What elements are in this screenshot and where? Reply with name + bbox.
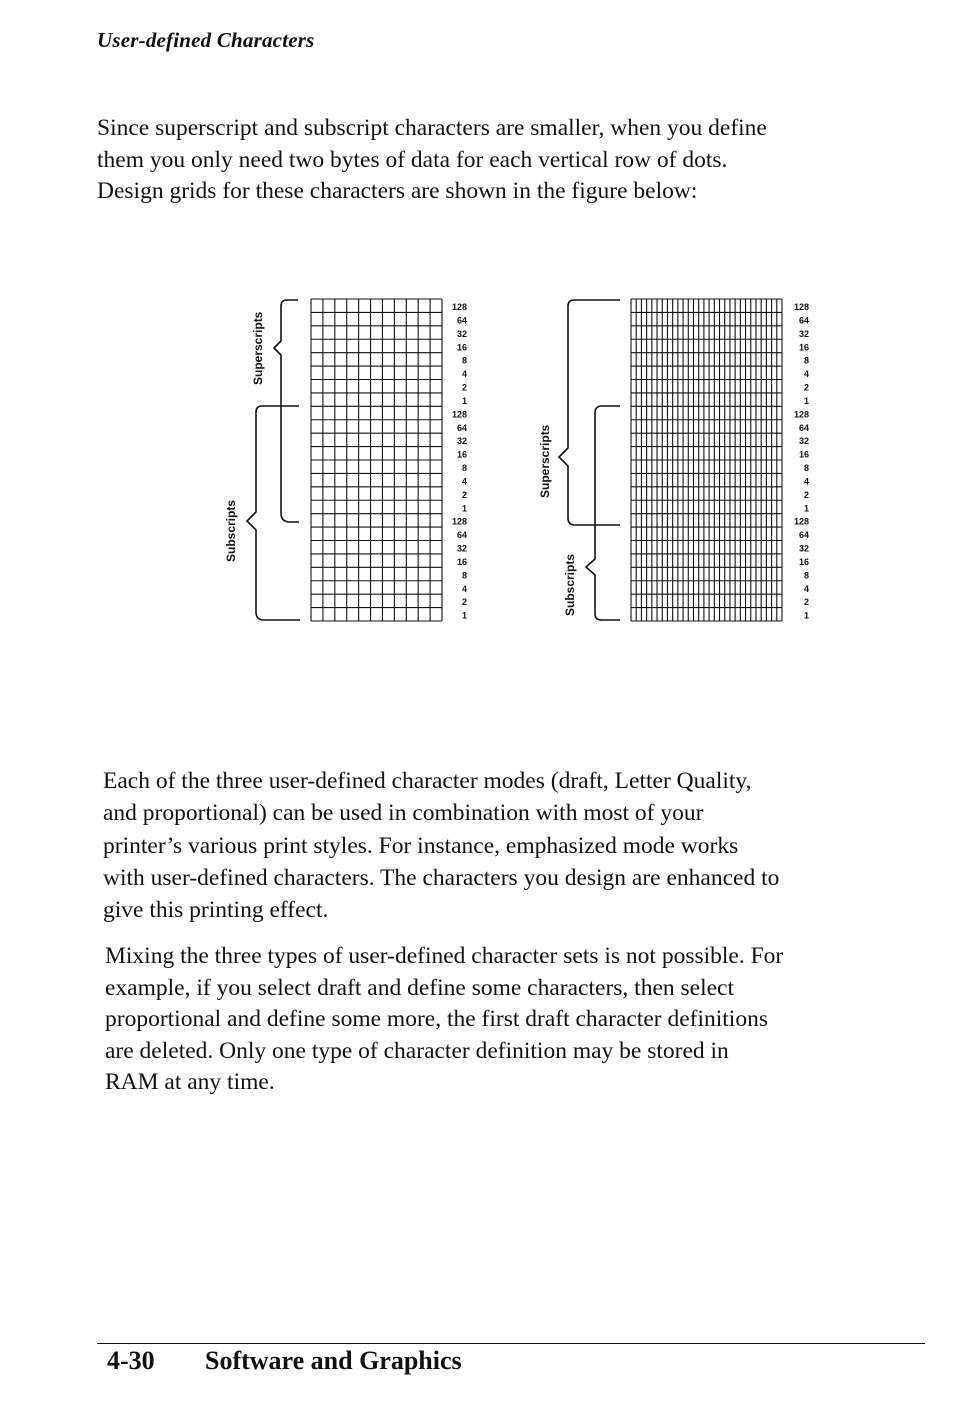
bit-value-label: 32 xyxy=(456,328,467,339)
bit-value-label: 1 xyxy=(461,503,467,514)
text-line: Design grids for these characters are shown in the figure below: xyxy=(97,178,698,204)
bit-value-label: 32 xyxy=(798,328,809,339)
running-header: User-defined Characters xyxy=(97,28,315,52)
bit-value-label: 64 xyxy=(798,422,809,433)
bit-value-label: 4 xyxy=(803,369,809,380)
text-line: proportional and define some more, the first draft character definitions xyxy=(105,1006,768,1032)
mixing-paragraph xyxy=(105,941,915,1099)
bit-value-label: 2 xyxy=(461,597,467,608)
bit-value-label: 16 xyxy=(798,342,809,353)
text-line: them you only need two bytes of data for each vertical row of dots. xyxy=(97,146,728,173)
bit-value-label: 128 xyxy=(793,409,809,420)
bit-value-label: 4 xyxy=(461,369,467,380)
bit-value-label: 8 xyxy=(803,355,809,366)
text-line: give this printing effect. xyxy=(103,897,329,924)
text-line: Mixing the three types of user-defined character sets is not possible. For xyxy=(105,943,784,969)
bit-value-label: 32 xyxy=(798,543,809,554)
text-line: example, if you select draft and define some characters, then select xyxy=(105,974,734,1001)
bit-value-label: 8 xyxy=(461,570,467,581)
bit-value-label: 64 xyxy=(798,315,809,326)
bit-value-label: 16 xyxy=(456,342,467,353)
text-line: printer’s various print styles. For instance, emphasized mode works xyxy=(103,832,739,859)
superscript-subscript-grid-right xyxy=(631,299,782,621)
bit-value-label: 2 xyxy=(803,597,809,608)
bit-value-labels-left xyxy=(452,302,467,621)
footer-rule xyxy=(97,1343,925,1344)
text-line: with user-defined characters. The characters you design are enhanced to xyxy=(103,864,780,891)
bit-value-label: 32 xyxy=(456,436,467,447)
section-title: Software and Graphics xyxy=(205,1346,462,1375)
bit-value-label: 128 xyxy=(451,302,467,313)
bit-value-label: 2 xyxy=(461,489,467,500)
bit-value-label: 16 xyxy=(456,449,467,460)
modes-paragraph xyxy=(103,765,918,926)
bit-value-label: 4 xyxy=(803,583,809,594)
bit-value-label: 32 xyxy=(456,543,467,554)
bit-value-label: 64 xyxy=(456,422,467,433)
bit-value-label: 1 xyxy=(461,395,467,406)
bit-value-label: 128 xyxy=(793,302,809,313)
bit-value-label: 2 xyxy=(803,382,809,393)
text-line: Since superscript and subscript characters are smaller, when you define xyxy=(97,115,767,141)
bit-value-label: 16 xyxy=(456,556,467,567)
intro-paragraph xyxy=(97,113,900,208)
subscripts-label-left: Subscripts xyxy=(224,499,238,562)
superscript-subscript-grid-left xyxy=(311,299,442,621)
superscripts-brace-left xyxy=(274,300,299,522)
bit-value-label: 1 xyxy=(803,503,809,514)
bit-value-label: 2 xyxy=(461,382,467,393)
bit-value-label: 128 xyxy=(451,516,467,527)
text-line: are deleted. Only one type of character definition may be stored in xyxy=(105,1037,729,1064)
superscripts-label-left: Superscripts xyxy=(251,311,265,385)
bit-value-label: 8 xyxy=(461,355,467,366)
bit-value-label: 16 xyxy=(798,449,809,460)
text-line: Each of the three user-defined character modes (draft, Letter Quality, xyxy=(103,768,752,794)
bit-value-label: 4 xyxy=(461,476,467,487)
text-line: and proportional) can be used in combination with most of your xyxy=(103,800,704,827)
subscripts-brace-left xyxy=(247,406,300,620)
bit-value-label: 64 xyxy=(456,530,467,541)
bit-value-label: 4 xyxy=(803,476,809,487)
bit-value-label: 16 xyxy=(798,556,809,567)
bit-value-label: 64 xyxy=(456,315,467,326)
bit-value-label: 8 xyxy=(803,463,809,474)
bit-value-label: 4 xyxy=(461,583,467,594)
bit-value-label: 128 xyxy=(793,516,809,527)
bit-value-label: 128 xyxy=(451,409,467,420)
bit-value-label: 1 xyxy=(803,610,809,621)
superscripts-label-right: Superscripts xyxy=(538,424,552,498)
bit-value-label: 1 xyxy=(803,395,809,406)
bit-value-label: 8 xyxy=(803,570,809,581)
page-number: 4-30 xyxy=(107,1346,155,1375)
bit-value-label: 64 xyxy=(798,530,809,541)
subscripts-brace-right xyxy=(586,406,620,620)
bit-value-labels-right xyxy=(794,302,809,621)
text-line: RAM at any time. xyxy=(105,1069,275,1095)
bit-value-label: 8 xyxy=(461,463,467,474)
bit-value-label: 32 xyxy=(798,436,809,447)
subscripts-label-right: Subscripts xyxy=(563,553,577,616)
superscripts-brace-right xyxy=(559,300,620,525)
bit-value-label: 1 xyxy=(461,610,467,621)
bit-value-label: 2 xyxy=(803,489,809,500)
